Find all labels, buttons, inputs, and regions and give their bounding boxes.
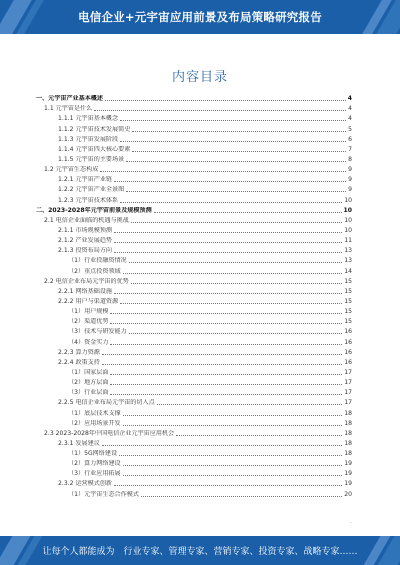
- dot-leader: [120, 202, 342, 203]
- toc-entry-page: 9: [348, 176, 352, 184]
- toc-entry-title: （1）国家层面: [68, 368, 109, 376]
- toc-entry[interactable]: [30, 173, 352, 183]
- dot-leader: [157, 404, 343, 405]
- dot-leader: [120, 141, 346, 142]
- toc-entry-page: 18: [344, 409, 352, 417]
- toc-entry-page: 14: [344, 267, 352, 275]
- dot-leader: [141, 496, 342, 497]
- dot-leader: [129, 333, 343, 334]
- toc-entry[interactable]: [30, 102, 352, 112]
- dot-leader: [129, 262, 343, 263]
- toc-entry-page: 9: [348, 166, 352, 174]
- toc-entry-page: 8: [348, 155, 352, 163]
- dot-leader: [114, 242, 342, 243]
- dot-leader: [131, 222, 342, 223]
- dot-leader: [132, 151, 346, 152]
- toc-entry-title: 2.1.2 产业发展趋势: [58, 237, 113, 245]
- toc-entry-title: 1.2.1 元宇宙产业链: [58, 176, 113, 184]
- toc-entry-title: （4）资金实力: [68, 338, 109, 346]
- dot-leader: [100, 171, 346, 172]
- toc-entry-page: 15: [344, 318, 352, 326]
- toc-entry-title: 2.2.2 用户与渠道资源: [58, 297, 119, 305]
- dot-leader: [114, 252, 342, 253]
- report-title: 电信企业+元宇宙应用前景及布局策略研究报告: [78, 10, 322, 24]
- dot-leader: [126, 191, 346, 192]
- toc-entry[interactable]: [30, 487, 352, 497]
- toc-entry-page: 15: [344, 287, 352, 295]
- toc-entry-title: 一、元宇宙产业基本概述: [36, 95, 104, 103]
- dot-leader: [114, 485, 342, 486]
- toc-entry[interactable]: [30, 254, 352, 264]
- toc-entry-title: （1）行业投融资情况: [68, 257, 127, 265]
- dot-leader: [123, 273, 343, 274]
- toc-entry[interactable]: [30, 396, 352, 406]
- toc-entry-page: 16: [344, 348, 352, 356]
- toc-entry-page: 17: [344, 389, 352, 397]
- toc-entry-page: 7: [348, 145, 352, 153]
- toc-entry-title: 1.1.1 元宇宙基本概念: [58, 115, 119, 123]
- toc-entry[interactable]: [30, 143, 352, 153]
- dot-leader: [105, 100, 346, 101]
- toc-heading: 内容目录: [171, 70, 228, 85]
- toc-entry-page: 17: [344, 399, 352, 407]
- toc-entry-title: （2）渠道优势: [68, 318, 109, 326]
- toc-entry-page: 15: [344, 297, 352, 305]
- toc-entry[interactable]: [30, 92, 352, 102]
- dot-leader: [110, 374, 342, 375]
- toc-entry[interactable]: [30, 447, 352, 457]
- toc-entry-title: （1）5G网络建设: [68, 450, 118, 458]
- header-banner: [0, 0, 400, 34]
- toc-entry-title: （1）元宇宙生态合作模式: [68, 490, 139, 498]
- toc-entry-title: （2）重点投资领域: [68, 267, 121, 275]
- toc-entry[interactable]: [30, 214, 352, 224]
- toc-entry-page: 18: [344, 429, 352, 437]
- footer-slogan: 让每个人都能成为 行业专家、管理专家、营销专家、投资专家、战略专家……: [42, 547, 358, 557]
- dot-leader: [110, 323, 342, 324]
- toc-entry-title: 2.3.1 发展建议: [58, 439, 100, 447]
- toc-entry[interactable]: [30, 386, 352, 396]
- toc-entry-title: 1.1.2 元宇宙技术发展简史: [58, 125, 131, 133]
- toc-entry[interactable]: [30, 285, 352, 295]
- toc-entry-title: 1.2.2 元宇宙产业全景图: [58, 186, 125, 194]
- dot-leader: [110, 394, 342, 395]
- toc-entry[interactable]: [30, 244, 352, 254]
- toc-entry-page: 15: [344, 277, 352, 285]
- toc-entry-page: 16: [344, 338, 352, 346]
- toc-entry-page: 10: [344, 226, 352, 234]
- toc-entry-title: 2.2.3 算力资源: [58, 348, 100, 356]
- dot-leader: [102, 354, 342, 355]
- toc-entry[interactable]: [30, 427, 352, 437]
- toc-entry-title: （2）算力网络建设: [68, 460, 121, 468]
- dot-leader: [123, 465, 343, 466]
- dot-leader: [131, 283, 342, 284]
- dot-leader: [154, 212, 342, 213]
- dot-leader: [123, 475, 343, 476]
- toc-entry[interactable]: [30, 163, 352, 173]
- toc-entry-page: 5: [348, 125, 352, 133]
- toc-entry[interactable]: [30, 346, 352, 356]
- dot-leader: [176, 435, 342, 436]
- toc-entry[interactable]: [30, 457, 352, 467]
- toc-entry-page: 15: [344, 308, 352, 316]
- toc-entry-page: 17: [344, 379, 352, 387]
- toc-entry[interactable]: [30, 112, 352, 122]
- toc-entry-page: 18: [344, 439, 352, 447]
- dot-leader: [94, 110, 346, 111]
- toc-entry[interactable]: [30, 122, 352, 132]
- toc-entry-title: 1.1.4 元宇宙四大核心要素: [58, 145, 131, 153]
- toc-entry[interactable]: [30, 437, 352, 447]
- toc-entry[interactable]: [30, 376, 352, 386]
- toc-entry-page: 16: [344, 328, 352, 336]
- dot-leader: [110, 313, 342, 314]
- toc-entry-page: 17: [344, 368, 352, 376]
- toc-entry-title: （2）应用场景开发: [68, 419, 121, 427]
- toc-entry-title: 1.1.3 元宇宙发展阶段: [58, 135, 119, 143]
- toc-entry[interactable]: [30, 153, 352, 163]
- toc-entry[interactable]: [30, 366, 352, 376]
- dot-leader: [114, 232, 342, 233]
- toc-entry-page: 19: [344, 480, 352, 488]
- toc-entry-page: 4: [348, 105, 352, 113]
- footer-banner: [0, 536, 400, 565]
- toc-entry-title: 2.2.4 政策支持: [58, 358, 100, 366]
- toc-entry-page: 19: [344, 470, 352, 478]
- dot-leader: [126, 161, 346, 162]
- toc-entry-title: 1.2 元宇宙生态构成: [44, 166, 99, 174]
- dot-leader: [132, 131, 346, 132]
- toc-entry-title: 2.1.1 市场规模预测: [58, 226, 113, 234]
- toc-entry-title: 1.1 元宇宙是什么: [44, 105, 93, 113]
- toc-entry-page: 13: [344, 247, 352, 255]
- toc-entry[interactable]: [30, 325, 352, 335]
- toc-entry-title: 2.2 电信企业布局元宇宙的优势: [44, 277, 129, 285]
- toc-entry-title: 1.2.3 元宇宙技术体系: [58, 196, 119, 204]
- toc-entry[interactable]: [30, 193, 352, 203]
- toc-entry[interactable]: [30, 335, 352, 345]
- dot-leader: [102, 445, 342, 446]
- toc-entry-title: （1）用户规模: [68, 308, 109, 316]
- toc-entry-page: 10: [343, 206, 352, 214]
- toc-entry-page: 4: [348, 115, 352, 123]
- toc-entry[interactable]: [30, 275, 352, 285]
- dot-leader: [119, 455, 342, 456]
- dot-leader: [110, 384, 342, 385]
- toc-entry-title: 2.2.5 电信企业布局元宇宙的切入点: [58, 399, 155, 407]
- toc-entry-title: 2.3 2023-2028年中国电信企业元宇宙应用机会: [44, 429, 175, 437]
- toc-entry-page: 9: [348, 186, 352, 194]
- toc-entry[interactable]: [30, 234, 352, 244]
- toc-entry-page: 19: [344, 460, 352, 468]
- dot-leader: [123, 415, 343, 416]
- toc-entry-page: 18: [344, 450, 352, 458]
- dot-leader: [114, 181, 346, 182]
- toc-entry[interactable]: [30, 356, 352, 366]
- toc-entry-title: （3）技术与研发能力: [68, 328, 127, 336]
- toc-entry-title: 2.3.2 运营模式创新: [58, 480, 113, 488]
- toc-entry-page: 10: [344, 216, 352, 224]
- toc-entry-title: 1.1.5 元宇宙的主要场景: [58, 155, 125, 163]
- toc-entry[interactable]: [30, 417, 352, 427]
- page-marker: ·: [350, 520, 352, 527]
- toc-entry-title: （1）底层技术支撑: [68, 409, 121, 417]
- toc-entry-page: 18: [344, 419, 352, 427]
- toc-entry-title: 2.1.3 投资布局方向: [58, 247, 113, 255]
- table-of-contents: [30, 92, 352, 498]
- toc-entry-title: 2.2.1 网络基础设施: [58, 287, 113, 295]
- dot-leader: [110, 344, 342, 345]
- toc-entry[interactable]: [30, 315, 352, 325]
- dot-leader: [114, 293, 342, 294]
- toc-entry[interactable]: [30, 477, 352, 487]
- toc-entry-page: 11: [344, 237, 352, 245]
- toc-entry[interactable]: [30, 406, 352, 416]
- toc-entry[interactable]: [30, 295, 352, 305]
- toc-entry[interactable]: [30, 133, 352, 143]
- dot-leader: [120, 120, 346, 121]
- toc-entry-page: 20: [344, 490, 352, 498]
- toc-entry-page: 6: [348, 135, 352, 143]
- toc-entry[interactable]: [30, 264, 352, 274]
- toc-entry-page: 13: [344, 257, 352, 265]
- toc-entry[interactable]: [30, 183, 352, 193]
- toc-entry-title: 二、2023-2028年元宇宙前景及规模预测: [36, 206, 152, 214]
- toc-entry-title: （2）地方层面: [68, 379, 109, 387]
- dot-leader: [123, 425, 343, 426]
- toc-entry-page: 4: [347, 95, 352, 103]
- dot-leader: [102, 364, 342, 365]
- toc-entry-page: 16: [344, 358, 352, 366]
- toc-entry-title: 2.1 电信企业面临的机遇与挑战: [44, 216, 129, 224]
- dot-leader: [120, 303, 342, 304]
- toc-entry-title: （3）行业层面: [68, 389, 109, 397]
- toc-entry[interactable]: [30, 204, 352, 214]
- toc-entry[interactable]: [30, 305, 352, 315]
- toc-entry-page: 10: [344, 196, 352, 204]
- toc-entry[interactable]: [30, 467, 352, 477]
- toc-entry-title: （3）行业应用拓展: [68, 470, 121, 478]
- toc-entry[interactable]: [30, 224, 352, 234]
